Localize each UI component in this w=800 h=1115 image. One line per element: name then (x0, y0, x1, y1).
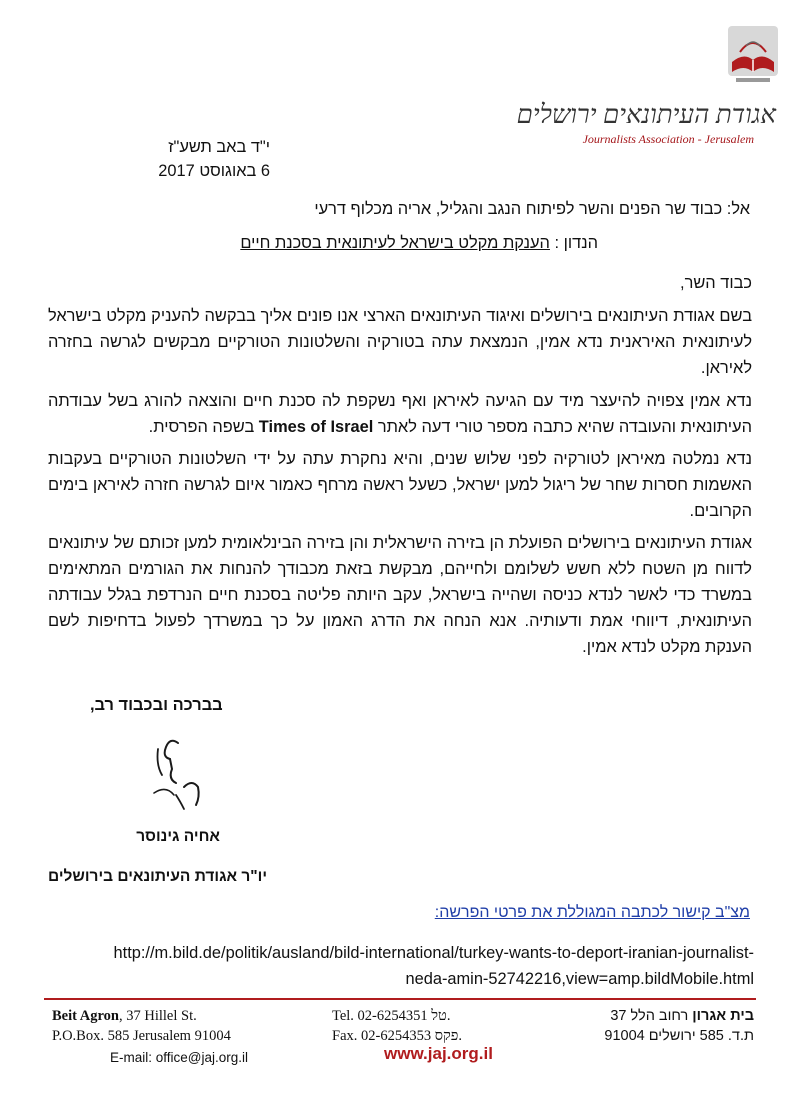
footer-address-he (554, 1006, 754, 1026)
gregorian-date: 6 באוגוסט 2017 (158, 162, 270, 180)
logo-name-hebrew: אגודת העיתונאים ירושלים (516, 100, 776, 129)
recipient-line: אל: כבוד שר הפנים והשר לפיתוח הנגב והגליל, אריה מכלוף דרעי (314, 200, 750, 218)
footer-divider (44, 998, 756, 1000)
letterhead-logo (490, 18, 790, 148)
article-url[interactable] (34, 940, 754, 992)
subject-label: הנדון : (554, 234, 598, 252)
attachment-label-line (250, 904, 750, 922)
subject-line (38, 230, 598, 256)
body-paragraph-1: בשם אגודת העיתונאים בירושלים ואיגוד העיתונאים הארצי אנו פונים אליך בבקשה להעניק מקלט בישראל לעיתונאית האיראנית נדא אמין, הנמצאת עתה בטורקיה והשלטונות הטורקיים מבקשים לגרשה בחזרה לאיראן. (48, 307, 752, 377)
footer-fax: Fax. 02-6254353 פקס. (332, 1028, 462, 1044)
footer-website[interactable]: www.jaj.org.il (384, 1044, 493, 1063)
footer-email[interactable]: E-mail: office@jaj.org.il (110, 1050, 248, 1065)
body-paragraph-2-text-b: בשפה הפרסית. (148, 418, 259, 436)
footer-street-en: , 37 Hillel St. (119, 1008, 197, 1024)
closing-text: בברכה ובכבוד רב, (90, 696, 223, 714)
book-emblem-icon (722, 22, 784, 94)
footer-building-he: בית אגרון (692, 1008, 754, 1024)
article-url-line-2[interactable]: neda-amin-52742216,view=amp.bildMobile.html (405, 970, 754, 988)
handwritten-signature (140, 735, 220, 815)
footer-building-en: Beit Agron (52, 1008, 119, 1024)
closing-line (90, 696, 390, 715)
logo-name-english: Journalists Association - Jerusalem (582, 132, 754, 146)
signer-title (48, 868, 348, 886)
subject-text: הענקת מקלט בישראל לעיתונאית בסכנת חיים (240, 234, 550, 252)
footer-street-he: רחוב הלל 37 (610, 1008, 693, 1024)
article-url-line-1[interactable]: http://m.bild.de/politik/ausland/bild-international/turkey-wants-to-deport-iranian-journalist- (113, 944, 754, 962)
times-of-israel-name: Times of Israel (258, 418, 374, 436)
footer-phone: Tel. 02-6254351 טל. (332, 1008, 451, 1024)
footer-address-en (52, 1006, 197, 1026)
body-paragraph-2-text-a: נדא אמין צפויה להיעצר מיד עם הגיעה לאיראן ואף נשקפת לה סכנת חיים והוצאה להורג בשל עבודתה העיתונאית והעובדה שהיא כתבה מספר טורי דעה לאתר (48, 392, 752, 436)
signer-name: אחיה גינוסר (136, 828, 220, 845)
body-paragraph-2 (48, 388, 752, 440)
salutation: כבוד השר, (680, 274, 752, 292)
signer-title-text: יו"ר אגודת העיתונאים בירושלים (48, 868, 268, 885)
attachment-label-link[interactable]: מצ"ב קישור לכתבה המגוללת את פרטי הפרשה: (434, 904, 750, 921)
hebrew-date: י"ד באב תשע"ז (168, 138, 270, 156)
footer-pobox-he: ת.ד. 585 ירושלים 91004 (604, 1028, 754, 1044)
body-paragraph-3: נדא נמלטה מאיראן לטורקיה לפני שלוש שנים, והיא נחקרת עתה על ידי השלטונות הטורקיים בעקבות האשמות חסרות שחר של ריגול למען ישראל, כשעל ראשה מרחף כאמור איום לגרשה חזרה לאיראן בימים הקרובים. (48, 450, 752, 520)
footer-pobox-en: P.O.Box. 585 Jerusalem 91004 (52, 1028, 231, 1044)
body-paragraph-4: אגודת העיתונאים בירושלים הפועלת הן בזירה הישראלית והן בזירה הבינלאומית למען זכותם של עיתונאים לדווח מן השטח ללא חשש לשלומם ולחייהם, מבקשת בזאת מכבודך להנחות את הגורמים המתאימים במשרד כדי לאשר לנדא כניסה ושהייה בישראל, עקב היותה פליטה בסכנת חיים הנרדפת בגלל עבודתה העיתונאית, דיווחי אמת ודעותיה. אנא הנחה את הדרג האמון על כך במשרדך לפעול בדחיפות לשם הענקת מקלט לנדא אמין. (48, 534, 752, 656)
